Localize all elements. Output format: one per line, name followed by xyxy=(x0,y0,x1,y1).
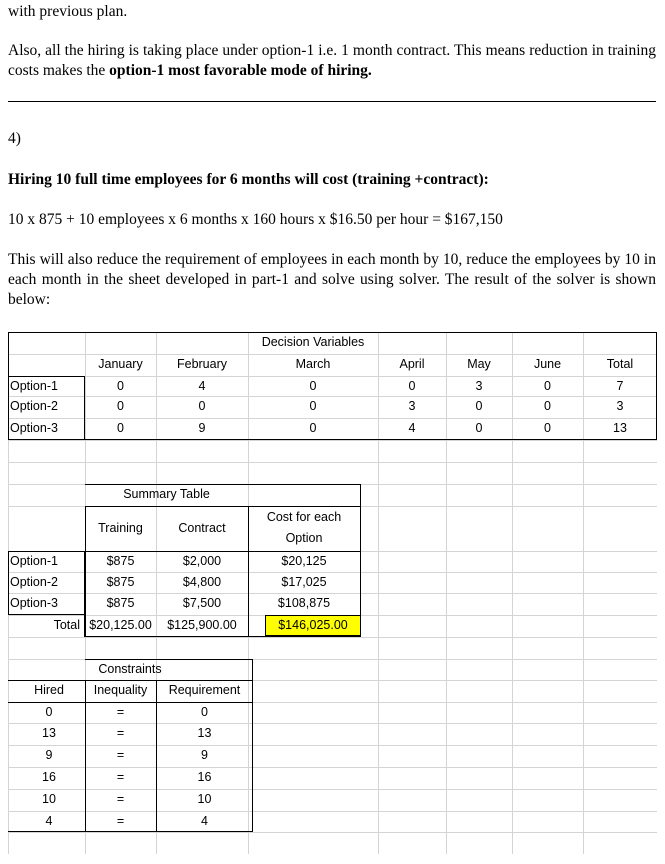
summary-total-training: $20,125.00 xyxy=(89,618,152,632)
constraint-inequality: = xyxy=(116,792,125,806)
summary-contract: $2,000 xyxy=(182,554,222,568)
summary-row-label: Option-2 xyxy=(10,575,58,589)
section-number: 4) xyxy=(8,130,21,147)
constraint-hired: 9 xyxy=(45,748,53,762)
constraint-hired: 13 xyxy=(42,726,56,740)
summary-training: $875 xyxy=(106,554,135,568)
month-header-february: February xyxy=(176,357,228,371)
constraints-header-inequality: Inequality xyxy=(93,683,148,697)
month-header-april: April xyxy=(399,357,425,371)
decision-cell: 0 xyxy=(544,421,551,435)
constraint-hired: 4 xyxy=(45,814,53,828)
decision-cell: 3 xyxy=(408,399,416,413)
summary-header-cost-line2: Option xyxy=(285,531,323,545)
constraints-header-requirement: Requirement xyxy=(168,683,241,697)
decision-row-label: Option-2 xyxy=(10,399,58,413)
decision-variables-title: Decision Variables xyxy=(261,335,365,349)
constraint-hired: 16 xyxy=(42,770,56,784)
summary-contract: $7,500 xyxy=(182,596,222,610)
month-header-june: June xyxy=(533,357,562,371)
summary-contract: $4,800 xyxy=(182,575,222,589)
summary-header-contract: Contract xyxy=(178,521,226,535)
summary-total-label: Total xyxy=(53,618,80,632)
summary-header-training: Training xyxy=(98,521,143,535)
constraint-requirement: 0 xyxy=(201,705,208,719)
decision-cell: 0 xyxy=(309,399,317,413)
decision-cell: 3 xyxy=(616,399,624,413)
decision-row-label: Option-3 xyxy=(10,421,58,435)
summary-row-label: Option-1 xyxy=(10,554,58,568)
decision-cell: 0 xyxy=(544,379,551,393)
decision-cell: 4 xyxy=(198,379,206,393)
decision-cell: 9 xyxy=(198,421,206,435)
decision-cell: 0 xyxy=(408,379,416,393)
decision-cell: 0 xyxy=(475,399,483,413)
constraint-hired: 0 xyxy=(45,705,53,719)
paragraph-previous-plan: with previous plan. xyxy=(8,3,128,20)
decision-cell: 0 xyxy=(309,379,317,393)
constraint-inequality: = xyxy=(116,770,125,784)
horizontal-rule xyxy=(8,101,656,102)
month-header-march: March xyxy=(295,357,331,371)
summary-header-cost-line1: Cost for each xyxy=(266,510,342,524)
decision-cell: 0 xyxy=(117,379,124,393)
section-heading: Hiring 10 full time employees for 6 months will cost (training +contract): xyxy=(8,171,489,188)
summary-table-title: Summary Table xyxy=(123,487,210,501)
decision-cell: 7 xyxy=(616,379,624,393)
summary-cost: $20,125 xyxy=(281,554,327,568)
decision-cell: 4 xyxy=(408,421,416,435)
constraint-inequality: = xyxy=(116,748,125,762)
month-header-may: May xyxy=(467,357,491,371)
summary-cost: $17,025 xyxy=(281,575,327,589)
constraint-hired: 10 xyxy=(42,792,56,806)
summary-total-cost-highlight: $146,025.00 xyxy=(266,616,360,635)
constraint-inequality: = xyxy=(116,814,125,828)
month-header-january: January xyxy=(98,357,143,371)
summary-training: $875 xyxy=(106,575,135,589)
decision-cell: 0 xyxy=(309,421,317,435)
constraints-header-hired: Hired xyxy=(34,683,64,697)
constraint-requirement: 9 xyxy=(201,748,208,762)
constraint-requirement: 16 xyxy=(197,770,212,784)
solver-description: This will also reduce the requirement of employees in each month by 10, reduce the employees by 10 in each month in the sheet developed in part-1 and solve using solver. The result of the solver is shown below: xyxy=(8,251,656,308)
decision-cell: 3 xyxy=(475,379,483,393)
constraint-inequality: = xyxy=(116,726,125,740)
month-header-total: Total xyxy=(606,357,634,371)
solver-spreadsheet xyxy=(8,332,657,854)
decision-cell: 0 xyxy=(475,421,483,435)
constraint-requirement: 4 xyxy=(201,814,208,828)
decision-cell: 0 xyxy=(544,399,551,413)
constraint-requirement: 10 xyxy=(197,792,212,806)
cost-formula: 10 x 875 + 10 employees x 6 months x 160 hours x $16.50 per hour = $167,150 xyxy=(8,211,503,228)
decision-cell: 13 xyxy=(613,421,627,435)
decision-cell: 0 xyxy=(198,399,206,413)
decision-row-label: Option-1 xyxy=(10,379,58,393)
summary-training: $875 xyxy=(106,596,135,610)
constraint-requirement: 13 xyxy=(197,726,212,740)
decision-cell: 0 xyxy=(117,421,124,435)
summary-cost: $108,875 xyxy=(277,596,331,610)
summary-total-contract: $125,900.00 xyxy=(167,618,237,632)
constraints-title: Constraints xyxy=(98,662,162,676)
summary-row-label: Option-3 xyxy=(10,596,58,610)
constraint-inequality: = xyxy=(116,705,125,719)
paragraph-option1-conclusion: Also, all the hiring is taking place under option-1 i.e. 1 month contract. This means reduction in training costs makes the option-1 most favorable mode of hiring. xyxy=(8,42,656,79)
decision-cell: 0 xyxy=(117,399,124,413)
